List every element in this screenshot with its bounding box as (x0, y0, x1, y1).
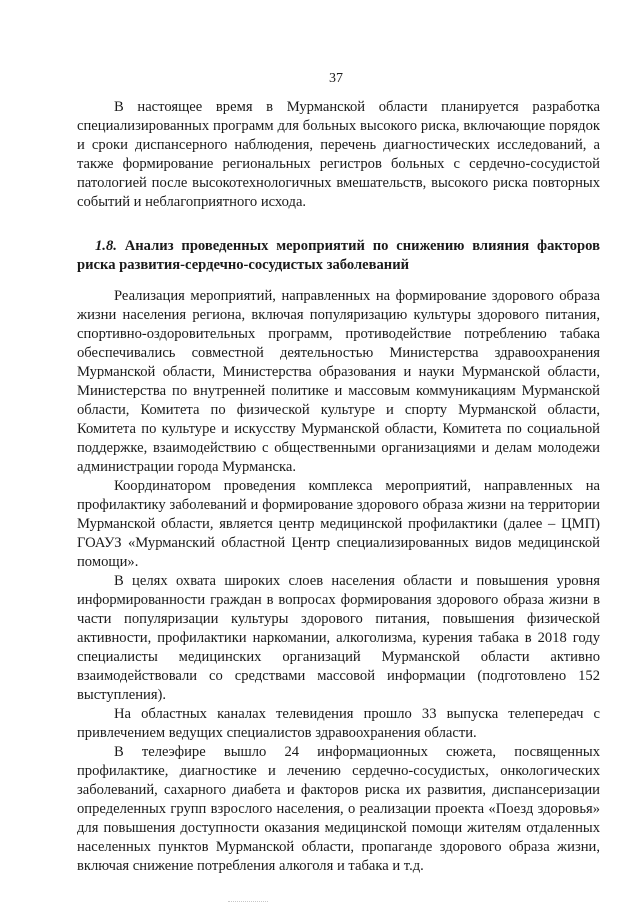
scan-artifact-divider (228, 901, 268, 905)
section-heading (77, 237, 600, 275)
section-title: Анализ проведенных мероприятий по снижению влияния факторов риска развития-сердечно-сосудистых заболеваний (77, 238, 600, 273)
body-paragraph-1: Реализация мероприятий, направленных на формирование здорового образа жизни населения региона, включая популяризацию культуры здорового питания, спортивно-оздоровительных программ, противодействие потреблению табака обеспечивались совместной деятельностью Министерства здравоохранения Мурманской области, Министерства образования и науки Мурманской области, Министерства по внутренней политике и массовым коммуникациям Мурманской области, Комитета по физической культуре и спорту Мурманской области, Комитета по культуре и искусству Мурманской области, Комитета по социальной поддержке, взаимодействию с общественными организациями и делам молодежи администрации города Мурманска. (77, 288, 600, 475)
section-number: 1.8. (95, 238, 117, 254)
body-paragraph-5: В телеэфире вышло 24 информационных сюжета, посвященных профилактике, диагностике и лечению сердечно-сосудистых, онкологических заболеваний, сахарного диабета и факторов риска их развития, диспансеризации определенных групп взрослого населения, о реализации проекта «Поезд здоровья» для повышения доступности оказания медицинской помощи жителям отдаленных населенных пунктов Мурманской области, пропаганде здорового образа жизни, включая снижение потребления алкоголя и табака и т.д. (77, 744, 600, 874)
page-number: 37 (329, 71, 343, 86)
body-paragraph-3: В целях охвата широких слоев населения области и повышения уровня информированности граждан в вопросах формирования здорового образа жизни в части популяризации культуры здорового питания, повышения физической активности, профилактики наркомании, алкоголизма, курения табака в 2018 году специалисты медицинских организаций Мурманской области активно взаимодействовали со средствами массовой информации (подготовлено 152 выступления). (77, 573, 600, 703)
intro-paragraph: В настоящее время в Мурманской области планируется разработка специализированных программ для больных высокого риска, включающие порядок и сроки диспансерного наблюдения, перечень диагностических исследований, а также формирование региональных регистров больных с сердечно-сосудистой патологией после высокотехнологичных вмешательств, высокого риска повторных событий и неблагоприятного исхода. (77, 99, 600, 210)
body-paragraph-4: На областных каналах телевидения прошло 33 выпуска телепередач с привлечением ведущих специалистов здравоохранения области. (77, 706, 600, 741)
document-body (77, 98, 600, 876)
body-paragraph-2: Координатором проведения комплекса мероприятий, направленных на профилактику заболеваний и формирование здорового образа жизни на территории Мурманской области, является центр медицинской профилактики (далее – ЦМП) ГОАУЗ «Мурманский областной Центр специализированных видов медицинской помощи». (77, 478, 600, 570)
